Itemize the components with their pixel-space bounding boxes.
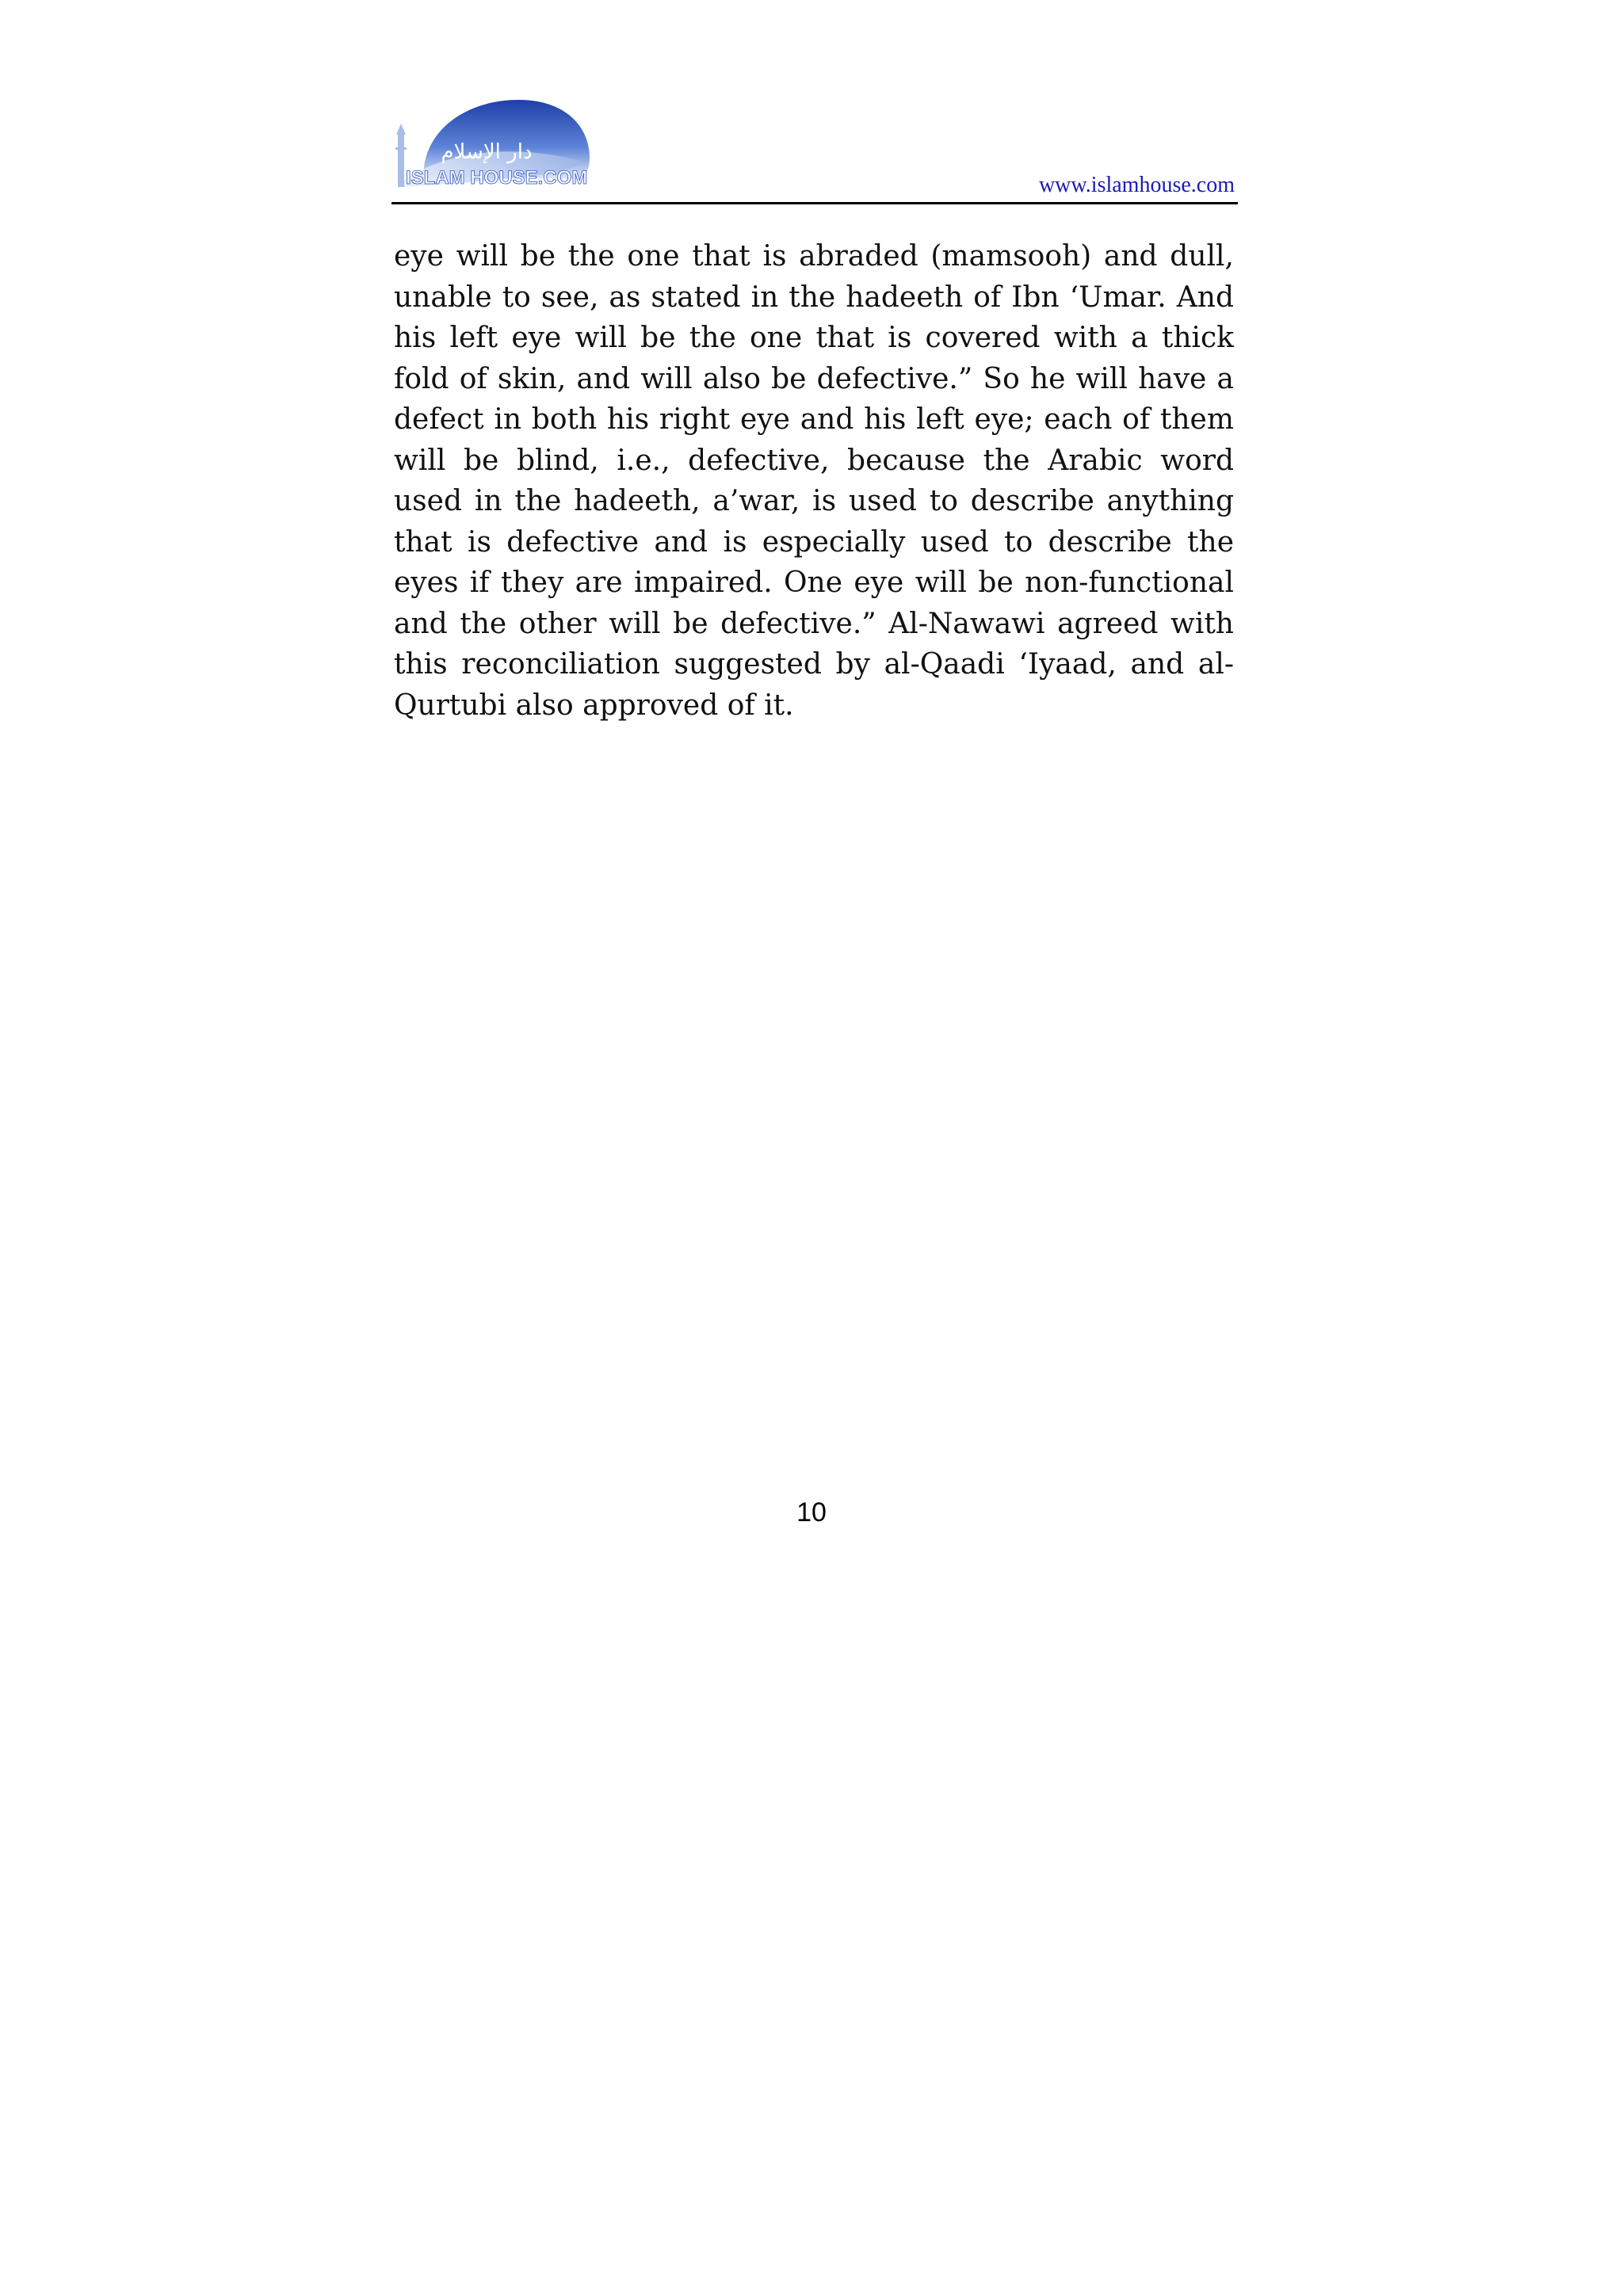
- header-url-link[interactable]: www.islamhouse.com: [1038, 173, 1235, 197]
- islamhouse-logo: [391, 95, 598, 200]
- logo-latin-text: ISLAM HOUSE.COM: [406, 167, 588, 189]
- logo-arabic-text: دار الإسلام: [441, 140, 533, 164]
- page-number: 10: [796, 1497, 827, 1527]
- page-header: [391, 95, 1238, 204]
- body-paragraph: eye will be the one that is abraded (mamsooh) and dull, unable to see, as stated in the hadeeth of Ibn ‘Umar. And his left eye will be the one that is covered with a thick fold of skin, and will also be defective.” So he will have a defect in both his right eye and his left eye; each of them will be blind, i.e., defective, because the Arabic word used in the hadeeth, a’war, is used to describe anything that is defective and is especially used to describe the eyes if they are impaired. One eye will be non-functional and the other will be defective.” Al-Nawawi agreed with this reconciliation suggested by al-Qaadi ‘Iyaad, and al-Qurtubi also approved of it.: [394, 240, 1234, 722]
- header-divider: [391, 202, 1238, 204]
